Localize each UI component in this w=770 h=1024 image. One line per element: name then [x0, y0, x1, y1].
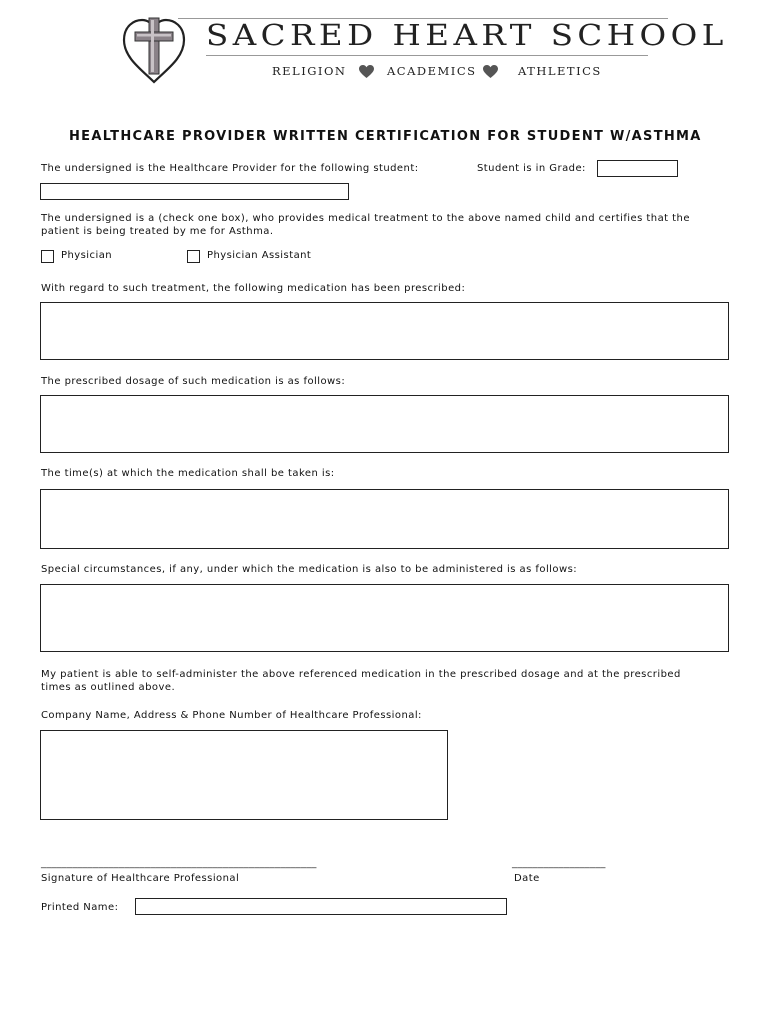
- times-field[interactable]: [40, 489, 729, 549]
- grade-field[interactable]: [597, 160, 678, 177]
- special-circumstances-field[interactable]: [40, 584, 729, 652]
- medication-label: With regard to such treatment, the following medication has been prescribed:: [41, 283, 466, 294]
- medication-field[interactable]: [40, 302, 729, 360]
- date-line: __________________: [512, 858, 606, 869]
- times-label: The time(s) at which the medication shall be taken is:: [41, 468, 335, 479]
- self-administer-text: My patient is able to self-administer the above referenced medication in the prescribed dosage and at the prescribed times as outlined above.: [41, 669, 681, 693]
- physician-assistant-label: Physician Assistant: [207, 250, 312, 261]
- printed-name-label: Printed Name:: [41, 902, 119, 913]
- signature-line: _____________________________________________________: [41, 858, 317, 869]
- cross-heart-logo-icon: [118, 14, 190, 86]
- physician-checkbox[interactable]: [41, 250, 54, 263]
- dosage-label: The prescribed dosage of such medication is as follows:: [41, 376, 346, 387]
- tagline-religion: RELIGION: [272, 64, 347, 78]
- heart-icon: [359, 65, 374, 78]
- physician-label: Physician: [61, 250, 113, 261]
- printed-name-field[interactable]: [135, 898, 507, 915]
- heart-icon: [483, 65, 498, 78]
- tagline-athletics: ATHLETICS: [518, 64, 602, 78]
- tagline-academics: ACADEMICS: [387, 64, 477, 78]
- student-name-field[interactable]: [40, 183, 349, 200]
- form-title: HEALTHCARE PROVIDER WRITTEN CERTIFICATION FOR STUDENT W/ASTHMA: [69, 129, 702, 144]
- company-info-field[interactable]: [40, 730, 448, 820]
- certify-text: The undersigned is a (check one box), who provides medical treatment to the above named child and certifies that the patient is being treated by me for Asthma.: [41, 213, 690, 237]
- date-label: Date: [514, 873, 540, 884]
- company-info-label: Company Name, Address & Phone Number of Healthcare Professional:: [41, 710, 422, 721]
- student-intro-label: The undersigned is the Healthcare Provider for the following student:: [41, 163, 419, 174]
- header-rule-bottom: [206, 55, 648, 56]
- dosage-field[interactable]: [40, 395, 729, 453]
- signature-label: Signature of Healthcare Professional: [41, 873, 240, 884]
- special-circumstances-label: Special circumstances, if any, under which the medication is also to be administered is as follows:: [41, 564, 578, 575]
- grade-label: Student is in Grade:: [477, 163, 586, 174]
- physician-assistant-checkbox[interactable]: [187, 250, 200, 263]
- school-name: SACRED HEART SCHOOL: [206, 18, 728, 52]
- school-header: [0, 0, 770, 100]
